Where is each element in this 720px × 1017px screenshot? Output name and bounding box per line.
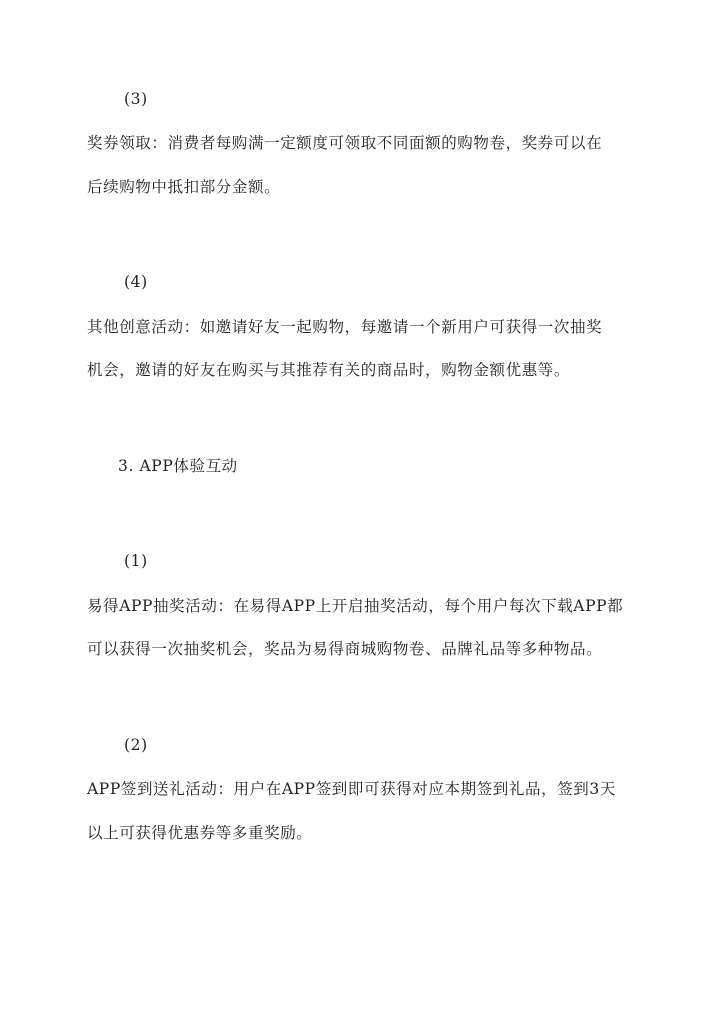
paragraph-line: 奖券领取：消费者每购满一定额度可领取不同面额的购物卷，奖券可以在 — [87, 134, 603, 152]
item-number: (1) — [124, 552, 148, 570]
item-number: (4) — [124, 273, 148, 291]
paragraph-line: 后续购物中抵扣部分金额。 — [87, 178, 281, 196]
paragraph-line: 机会，邀请的好友在购买与其推荐有关的商品时，购物金额优惠等。 — [87, 361, 571, 379]
paragraph-line: 易得APP抽奖活动：在易得APP上开启抽奖活动，每个用户每次下载APP都 — [87, 597, 624, 615]
paragraph-line: APP签到送礼活动：用户在APP签到即可获得对应本期签到礼品，签到3天 — [87, 780, 616, 798]
paragraph-line: 其他创意活动：如邀请好友一起购物，每邀请一个新用户可获得一次抽奖 — [87, 318, 603, 336]
section-heading: 3. APP体验互动 — [118, 457, 238, 475]
paragraph-line: 以上可获得优惠券等多重奖励。 — [87, 824, 313, 842]
item-number: (2) — [124, 736, 148, 754]
item-number: (3) — [124, 90, 148, 108]
paragraph-line: 可以获得一次抽奖机会，奖品为易得商城购物卷、品牌礼品等多种物品。 — [87, 640, 603, 658]
